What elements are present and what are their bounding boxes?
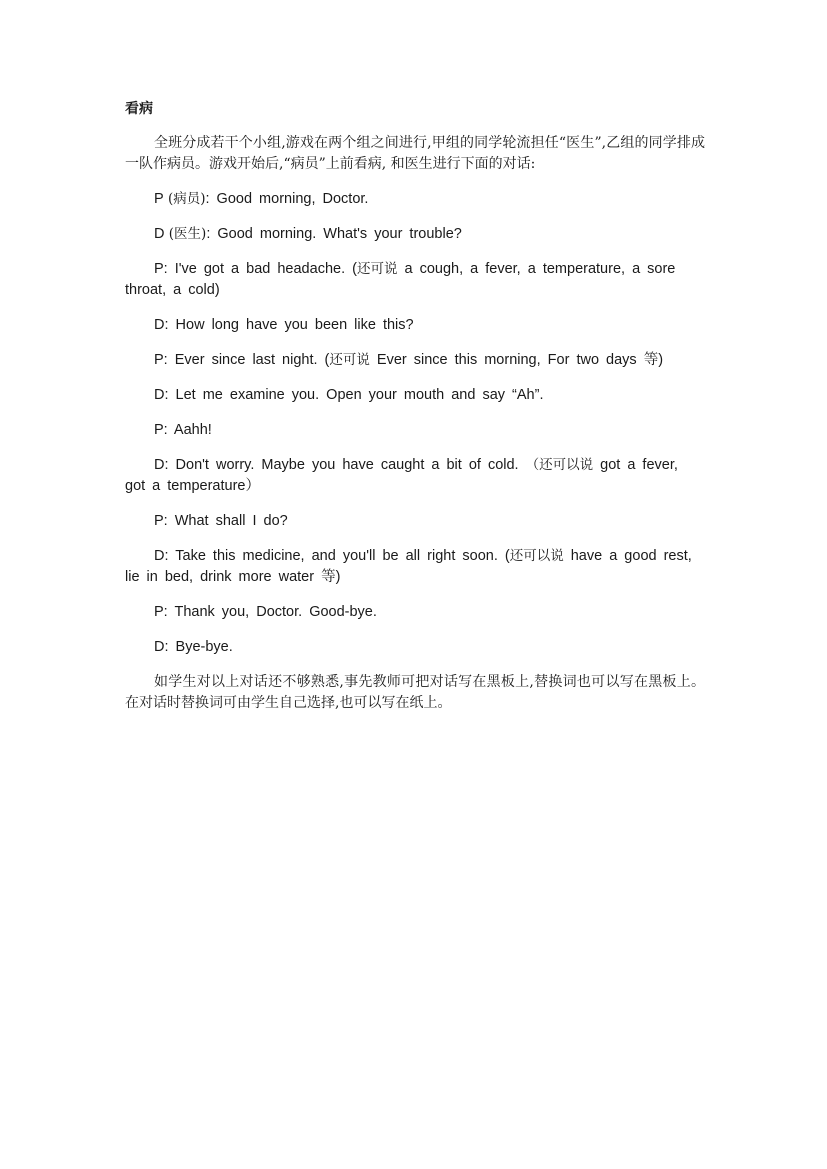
alt-note: 还可说: [329, 352, 370, 368]
dialogue-line: [125, 315, 705, 336]
document-page: [125, 98, 705, 714]
line-text: : What shall I do?: [163, 513, 288, 529]
dialogue-line: [125, 602, 705, 623]
alt-note: 还可说: [356, 261, 398, 277]
line-text: : Don't worry. Maybe you have caught a bit of cold.: [164, 457, 526, 473]
speaker-label: D: [154, 639, 165, 655]
line-text: : Take this medicine, and you'll be all right soon. (: [164, 548, 510, 564]
line-text: : Aahh!: [163, 422, 212, 438]
alt-note: （还可以说: [525, 457, 594, 473]
line-text: : Good morning, Doctor.: [205, 191, 369, 207]
dialogue-line: [125, 350, 705, 371]
dialogue-line: [125, 224, 705, 245]
line-text: : Let me examine you. Open your mouth and say “Ah”.: [164, 387, 544, 403]
line-text: : How long have you been like this?: [164, 317, 414, 333]
line-text: : Thank you, Doctor. Good-bye.: [163, 604, 377, 620]
line-tail: got a fever, got a temperature）: [125, 457, 678, 494]
line-tail: Ever since this morning, For two days 等): [369, 352, 664, 368]
dialogue-line: [125, 511, 705, 532]
speaker-label: D: [154, 226, 165, 242]
line-tail: have a good rest, lie in bed, drink more water 等): [125, 548, 692, 585]
dialogue-line: [125, 189, 705, 210]
alt-note: 还可以说: [509, 548, 564, 564]
line-tail: a cough, a fever, a temperature, a sore throat, a cold): [125, 261, 676, 298]
document-title: 看病: [125, 101, 153, 117]
line-text: : Ever since last night. (: [163, 352, 330, 368]
dialogue-line: [125, 546, 705, 588]
speaker-label: D: [154, 387, 165, 403]
speaker-label: D: [154, 548, 165, 564]
speaker-label: P: [154, 513, 164, 529]
intro-paragraph: 全班分成若干个小组,游戏在两个组之间进行,甲组的同学轮流担任“医生”,乙组的同学排成一队作病员。游戏开始后,“病员”上前看病, 和医生进行下面的对话:: [125, 135, 705, 172]
dialogue-line: [125, 637, 705, 658]
dialogue-line: [125, 455, 705, 497]
dialogue-line: [125, 420, 705, 441]
speaker-label: P: [154, 352, 164, 368]
speaker-note: (病员): [163, 191, 206, 207]
dialogue-line: [125, 259, 705, 301]
dialogue-list: [125, 189, 705, 658]
speaker-label: P: [154, 422, 164, 438]
speaker-label: P: [154, 191, 164, 207]
speaker-label: D: [154, 317, 165, 333]
dialogue-line: [125, 385, 705, 406]
speaker-note: (医生): [164, 226, 207, 242]
line-text: : Bye-bye.: [164, 639, 233, 655]
speaker-label: D: [154, 457, 165, 473]
speaker-label: P: [154, 604, 164, 620]
outro-paragraph: 如学生对以上对话还不够熟悉,事先教师可把对话写在黑板上,替换词也可以写在黑板上。在对话时替换词可由学生自己选择,也可以写在纸上。: [125, 674, 705, 711]
line-text: : I've got a bad headache. (: [163, 261, 357, 277]
line-text: : Good morning. What's your trouble?: [206, 226, 462, 242]
speaker-label: P: [154, 261, 164, 277]
